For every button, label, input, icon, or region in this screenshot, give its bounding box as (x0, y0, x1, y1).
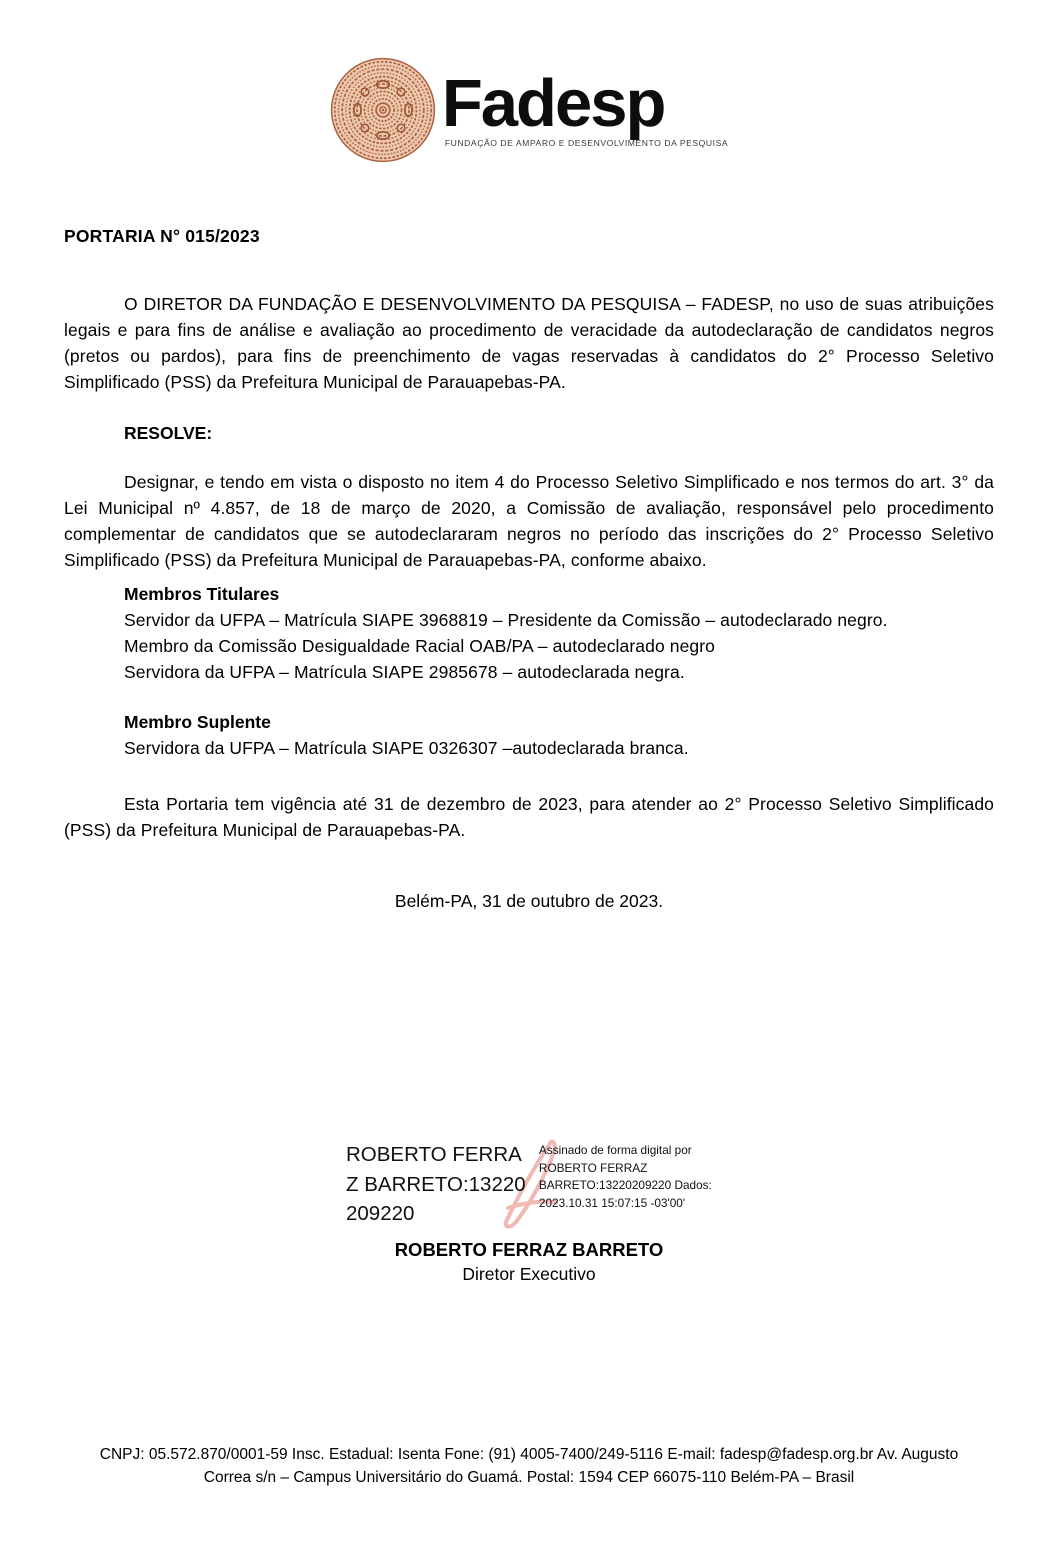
footer-line-2: Correa s/n – Campus Universitário do Guamá. Postal: 1594 CEP 66075-110 Belém-PA – Brasil (203, 1469, 855, 1486)
date-line: Belém-PA, 31 de outubro de 2023. (394, 891, 664, 911)
substitute-member-1: Servidora da UFPA – Matrícula SIAPE 0326307 –autodeclarada branca. (124, 738, 689, 758)
fadesp-logotype-block (441, 66, 729, 148)
substitute-member-heading: Membro Suplente (124, 712, 271, 732)
paragraph-validity: Esta Portaria tem vigência até 31 de dezembro de 2023, para atender ao 2° Processo Seletivo Simplificado (PSS) da Prefeitura Municipal de Parauapebas-PA. (64, 794, 994, 840)
titular-member-1: Servidor da UFPA – Matrícula SIAPE 3968819 – Presidente da Comissão – autodeclarado negro. (124, 610, 888, 630)
footer-line-1: CNPJ: 05.572.870/0001-59 Insc. Estadual: Isenta Fone: (91) 4005-7400/249-5116 E-mail: fadesp@fadesp.org.br Av. Augusto (99, 1446, 959, 1463)
document-page (0, 54, 1058, 1551)
resolve-heading: RESOLVE: (124, 423, 213, 443)
signature-stamp-details: Assinado de forma digital por ROBERTO FERRAZ BARRETO:13220209220 Dados: 2023.10.31 15:07:15 -03'00' (538, 1143, 712, 1211)
titular-members-heading: Membros Titulares (124, 584, 280, 604)
signer-title: Diretor Executivo (462, 1264, 596, 1285)
paragraph-designation: Designar, e tendo em vista o disposto no item 4 do Processo Seletivo Simplificado e nos termos do art. 3° da Lei Municipal nº 4.857, de 18 de março de 2020, a Comissão de avaliação, responsável pelo procedimento complementar de candidatos que se autodeclararam negros no período das inscrições do 2° Processo Seletivo Simplificado (PSS) da Prefeitura Municipal de Parauapebas-PA, conforme abaixo. (64, 472, 994, 570)
signature-block (0, 1140, 1058, 1285)
footer (0, 1443, 1058, 1489)
paragraph-preamble: O DIRETOR DA FUNDAÇÃO E DESENVOLVIMENTO DA PESQUISA – FADESP, no uso de suas atribuições legais e para fins de análise e avaliação ao procedimento de veracidade da autodeclaração de candidatos negros (pretos ou pardos), para fins de preenchimento de vagas reservadas à candidatos do 2° Processo Seletivo Simplificado (PSS) da Prefeitura Municipal de Parauapebas-PA. (64, 294, 994, 392)
signature-stamp-name: ROBERTO FERRAZ BARRETO:13220209220 (346, 1143, 526, 1226)
document-title: PORTARIA N° 015/2023 (64, 226, 260, 246)
fadesp-logo (64, 54, 994, 166)
fadesp-mandala-icon (330, 57, 436, 163)
signer-name: ROBERTO FERRAZ BARRETO (394, 1239, 664, 1261)
fadesp-tagline: FUNDAÇÃO DE AMPARO E DESENVOLVIMENTO DA PESQUISA (444, 137, 729, 148)
digital-signature-stamp (346, 1140, 712, 1229)
titular-member-2: Membro da Comissão Desigualdade Racial OAB/PA – autodeclarado negro (124, 636, 716, 656)
fadesp-wordmark: Fadesp (441, 66, 665, 142)
titular-member-3: Servidora da UFPA – Matrícula SIAPE 2985678 – autodeclarada negra. (124, 662, 685, 682)
